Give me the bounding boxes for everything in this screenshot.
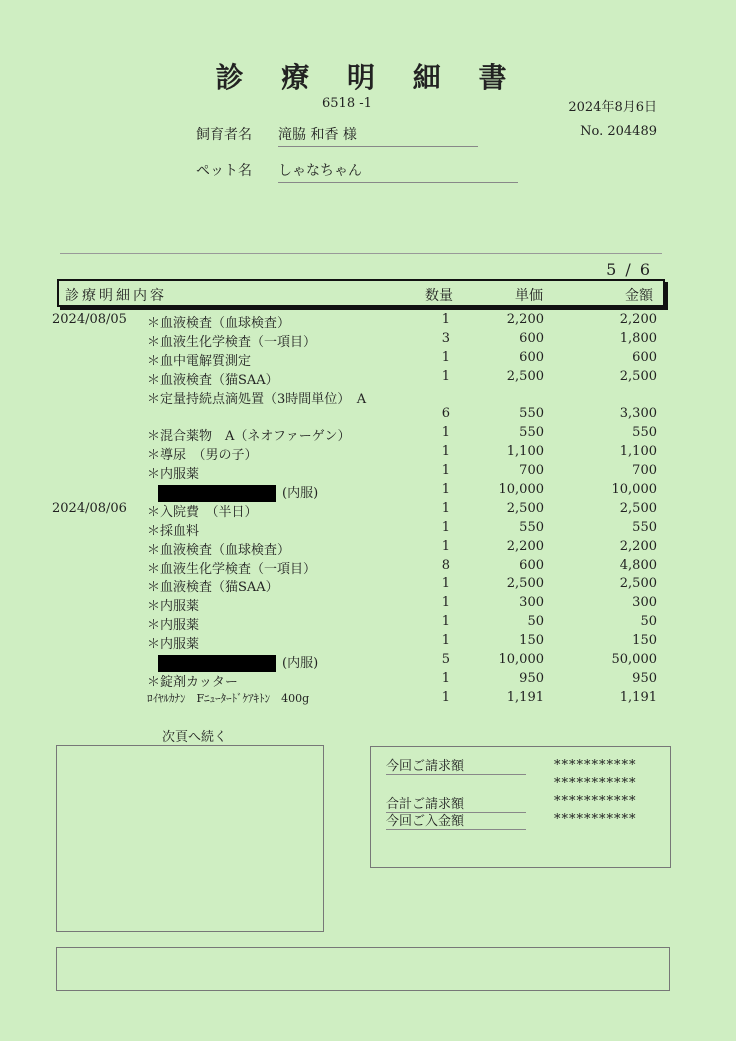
row-item-text: ＊内服薬 bbox=[147, 599, 200, 615]
header-qty: 数量 bbox=[425, 288, 453, 304]
receipt-number: No. 204489 bbox=[580, 124, 657, 139]
row-amount: 1,191 bbox=[619, 689, 657, 705]
row-qty: 1 bbox=[441, 595, 450, 611]
header-content: 診療明細内容 bbox=[65, 288, 167, 304]
row-item bbox=[147, 331, 316, 350]
footer-box bbox=[56, 947, 670, 991]
row-item bbox=[147, 576, 279, 595]
row-amount: 2,200 bbox=[619, 538, 657, 554]
table-row bbox=[0, 614, 736, 633]
row-item bbox=[147, 350, 251, 369]
table-row bbox=[0, 633, 736, 652]
row-date: 2024/08/06 bbox=[52, 500, 127, 516]
row-item bbox=[147, 539, 290, 558]
row-amount: 600 bbox=[632, 349, 657, 365]
row-amount: 950 bbox=[632, 670, 657, 686]
row-qty: 6 bbox=[441, 406, 450, 422]
row-qty: 1 bbox=[441, 670, 450, 686]
current-charge-label: 今回ご請求額 bbox=[386, 755, 526, 775]
row-item-text: ＊内服薬 bbox=[147, 618, 200, 634]
row-amount: 700 bbox=[632, 463, 657, 479]
row-item-text: ＊錠剤カッター bbox=[147, 674, 238, 690]
table-row bbox=[0, 331, 736, 350]
row-item bbox=[147, 558, 316, 577]
row-unit-price: 10,000 bbox=[498, 652, 544, 668]
continue-label: 次頁へ続く bbox=[162, 730, 228, 745]
row-qty: 1 bbox=[441, 482, 450, 498]
row-qty: 1 bbox=[441, 519, 450, 535]
total-charge-value: *********** bbox=[554, 794, 637, 809]
row-unit-price: 700 bbox=[519, 463, 544, 479]
row-item bbox=[147, 520, 199, 539]
document-title: 診 療 明 細 書 bbox=[215, 61, 521, 94]
row-qty: 1 bbox=[441, 689, 450, 705]
table-row bbox=[0, 482, 736, 501]
row-amount: 300 bbox=[632, 595, 657, 611]
row-qty: 1 bbox=[441, 349, 450, 365]
table-header bbox=[57, 279, 665, 307]
row-item bbox=[147, 690, 309, 706]
row-unit-price: 50 bbox=[527, 614, 544, 630]
row-unit-price: 2,500 bbox=[506, 368, 544, 384]
row-item-text: ＊入院費 （半日） bbox=[147, 504, 258, 520]
row-unit-price: 600 bbox=[519, 330, 544, 346]
issue-date: 2024年8月6日 bbox=[568, 100, 657, 115]
table-row bbox=[0, 350, 736, 369]
row-item-text: ＊導尿 （男の子） bbox=[147, 448, 258, 464]
row-unit-price: 600 bbox=[519, 557, 544, 573]
header-unit-price: 単価 bbox=[515, 288, 543, 304]
table-row bbox=[0, 425, 736, 444]
row-item-text: ＊採血料 bbox=[147, 523, 200, 539]
row-unit-price: 2,200 bbox=[506, 312, 544, 327]
notes-box bbox=[56, 745, 324, 932]
row-qty: 5 bbox=[441, 652, 450, 668]
current-charge-value: *********** bbox=[554, 758, 637, 773]
row-item-text: ＊血中電解質測定 bbox=[147, 353, 252, 369]
row-item-text: ＊混合薬物 A（ネオファーゲン） bbox=[147, 429, 351, 445]
current-payment-value: *********** bbox=[554, 812, 637, 827]
row-amount: 550 bbox=[632, 425, 657, 441]
total-charge-label: 合計ご請求額 bbox=[386, 793, 526, 813]
table-row bbox=[0, 463, 736, 482]
table-row bbox=[0, 520, 736, 539]
table-row bbox=[0, 671, 736, 690]
row-qty: 3 bbox=[441, 330, 450, 346]
row-item-text: ＊血液生化学検査（一項目） bbox=[147, 334, 317, 350]
row-unit-price: 300 bbox=[519, 595, 544, 611]
row-amount: 2,500 bbox=[619, 576, 657, 592]
table-row bbox=[0, 595, 736, 614]
row-item bbox=[147, 633, 199, 652]
row-amount: 50 bbox=[640, 614, 657, 630]
row-qty: 1 bbox=[441, 500, 450, 516]
row-unit-price: 2,500 bbox=[506, 576, 544, 592]
row-unit-price: 150 bbox=[519, 633, 544, 649]
line-items bbox=[0, 312, 736, 709]
row-qty: 1 bbox=[441, 538, 450, 554]
row-item bbox=[147, 595, 199, 614]
row-amount: 2,500 bbox=[619, 368, 657, 384]
row-item bbox=[147, 463, 199, 482]
owner-name: 滝脇 和香 様 bbox=[278, 124, 478, 147]
table-row bbox=[0, 312, 736, 331]
row-item-text: ＊血液検査（猫SAA） bbox=[147, 372, 279, 388]
redaction-block bbox=[158, 655, 276, 672]
row-amount: 150 bbox=[632, 633, 657, 649]
row-unit-price: 2,200 bbox=[506, 538, 544, 554]
extra-value: *********** bbox=[554, 776, 637, 791]
row-item bbox=[147, 444, 258, 463]
row-item-text: ﾛｲﾔﾙｶﾅﾝ Fﾆｭｰﾀｰﾄﾞｹｱｷﾄﾝ 400g bbox=[147, 691, 310, 705]
row-item-text: ＊血液検査（血球検査） bbox=[147, 316, 291, 331]
row-unit-price: 600 bbox=[519, 349, 544, 365]
table-row bbox=[0, 369, 736, 388]
divider bbox=[60, 253, 662, 254]
row-unit-price: 550 bbox=[519, 425, 544, 441]
table-row bbox=[0, 690, 736, 709]
row-item-text: ＊血液生化学検査（一項目） bbox=[147, 561, 317, 577]
row-amount: 3,300 bbox=[619, 406, 657, 422]
row-qty: 1 bbox=[441, 614, 450, 630]
owner-label: 飼育者名 bbox=[196, 127, 252, 143]
row-unit-price: 1,100 bbox=[506, 444, 544, 460]
row-item bbox=[147, 501, 258, 520]
row-item-text: ＊血液検査（血球検査） bbox=[147, 542, 291, 558]
row-item bbox=[147, 614, 199, 633]
row-item-text: ＊血液検査（猫SAA） bbox=[147, 580, 279, 596]
table-row bbox=[0, 444, 736, 463]
row-item bbox=[147, 652, 318, 672]
row-qty: 8 bbox=[441, 557, 450, 573]
page-indicator: 5 / 6 bbox=[606, 260, 652, 279]
row-amount: 50,000 bbox=[611, 652, 657, 668]
table-row bbox=[0, 652, 736, 671]
row-amount: 1,100 bbox=[619, 444, 657, 460]
row-unit-price: 2,500 bbox=[506, 500, 544, 516]
row-qty: 1 bbox=[441, 444, 450, 460]
table-row bbox=[0, 501, 736, 520]
row-item-text: (内服) bbox=[282, 486, 319, 502]
table-row bbox=[0, 388, 736, 407]
row-unit-price: 10,000 bbox=[498, 482, 544, 498]
row-unit-price: 550 bbox=[519, 519, 544, 535]
row-qty: 1 bbox=[441, 368, 450, 384]
row-item bbox=[147, 388, 366, 407]
row-qty: 1 bbox=[441, 312, 450, 327]
row-item-text: ＊内服薬 bbox=[147, 637, 200, 653]
row-item-text: ＊内服薬 bbox=[147, 467, 200, 483]
billing-box bbox=[370, 746, 671, 868]
row-qty: 1 bbox=[441, 463, 450, 479]
document-number: 6518 -1 bbox=[322, 96, 372, 111]
row-amount: 2,500 bbox=[619, 500, 657, 516]
row-amount: 10,000 bbox=[611, 482, 657, 498]
row-item-text: ＊定量持続点滴処置（3時間単位） A bbox=[147, 391, 367, 407]
row-item-text: (内服) bbox=[282, 656, 319, 672]
pet-label: ペット名 bbox=[196, 163, 252, 179]
table-row bbox=[0, 558, 736, 577]
pet-name: しゃなちゃん bbox=[278, 160, 518, 183]
row-item bbox=[147, 482, 318, 502]
current-payment-label: 今回ご入金額 bbox=[386, 810, 526, 830]
row-qty: 1 bbox=[441, 425, 450, 441]
row-item bbox=[147, 425, 350, 444]
row-unit-price: 950 bbox=[519, 670, 544, 686]
row-amount: 1,800 bbox=[619, 330, 657, 346]
row-qty: 1 bbox=[441, 633, 450, 649]
row-item bbox=[147, 312, 290, 331]
table-row bbox=[0, 539, 736, 558]
row-amount: 4,800 bbox=[619, 557, 657, 573]
row-unit-price: 1,191 bbox=[506, 689, 544, 705]
row-qty: 1 bbox=[441, 576, 450, 592]
row-item bbox=[147, 671, 238, 690]
table-row bbox=[0, 406, 736, 425]
header-amount: 金額 bbox=[625, 288, 653, 304]
row-unit-price: 550 bbox=[519, 406, 544, 422]
row-item bbox=[147, 369, 279, 388]
row-amount: 2,200 bbox=[619, 312, 657, 327]
table-row bbox=[0, 576, 736, 595]
row-amount: 550 bbox=[632, 519, 657, 535]
row-date: 2024/08/05 bbox=[52, 312, 127, 327]
redaction-block bbox=[158, 485, 276, 502]
